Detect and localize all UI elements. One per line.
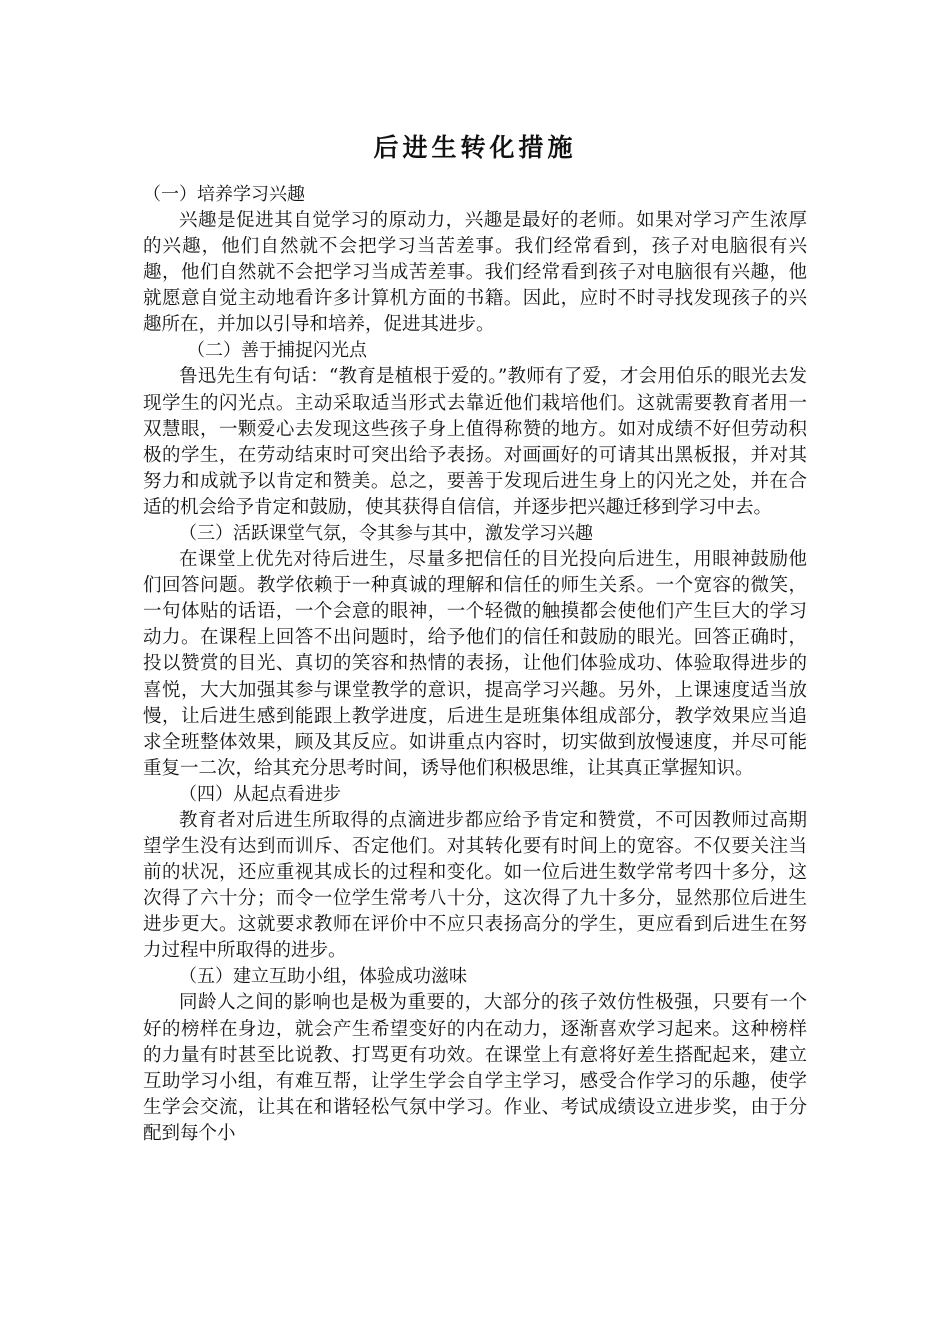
section-paragraph: 同龄人之间的影响也是极为重要的，大部分的孩子效仿性极强，只要有一个好的榜样在身边，就会产生希望变好的内在动力，逐渐喜欢学习起来。这种榜样的力量有时甚至比说教、打骂更有功效。在课堂上有意将好差生搭配起来，建立互助学习小组，有难互帮，让学生学会自学主学习，感受合作学习的乐趣，使学生学会交流，让其在和谐轻松气氛中学习。作业、考试成绩设立进步奖，由于分配到每个小 xyxy=(143,992,807,1144)
section-3 xyxy=(143,521,807,782)
section-paragraph: 在课堂上优先对待后进生，尽量多把信任的目光投向后进生，用眼神鼓励他们回答问题。教学依赖于一种真诚的理解和信任的师生关系。一个宽容的微笑，一句体贴的话语，一个会意的眼神，一个轻微的触摸都会使他们产生巨大的学习动力。在课程上回答不出问题时，给予他们的信任和鼓励的眼光。回答正确时，投以赞赏的目光、真切的笑容和热情的表扬，让他们体验成功、体验取得进步的喜悦，大大加强其参与课堂教学的意识，提高学习兴趣。另外，上课速度适当放慢，让后进生感到能跟上教学进度，后进生是班集体组成部分，教学效果应当追求全班整体效果，顾及其反应。如讲重点内容时，切实做到放慢速度，并尽可能重复一二次，给其充分思考时间，诱导他们积极思维，让其真正掌握知识。 xyxy=(143,549,807,779)
section-heading: （三）活跃课堂气氛，令其参与其中，激发学习兴趣 xyxy=(179,523,593,545)
document-page xyxy=(143,128,807,1147)
section-4 xyxy=(143,782,807,965)
section-1 xyxy=(143,182,807,338)
section-paragraph: 教育者对后进生所取得的点滴进步都应给予肯定和赞赏，不可因教师过高期望学生没有达到而训斥、否定他们。对其转化要有时间上的宽容。不仅要关注当前的状况，还应重视其成长的过程和变化。如一位后进生数学常考四十多分，这次得了六十分；而令一位学生常考八十分，这次得了九十多分，显然那位后进生进步更大。这就要求教师在评价中不应只表扬高分的学生，更应看到后进生在努力过程中所取得的进步。 xyxy=(143,809,807,962)
section-2 xyxy=(143,338,807,521)
section-heading: （四）从起点看进步 xyxy=(179,783,341,805)
section-paragraph: 鲁迅先生有句话：“教育是植根于爱的。”教师有了爱，才会用伯乐的眼光去发现学生的闪光点。主动采取适当形式去靠近他们栽培他们。这就需要教育者用一双慧眼，一颗爱心去发现这些孩子身上值得称赞的地方。如对成绩不好但劳动积极的学生，在劳动结束时可突出给予表扬。对画画好的可请其出黑板报，并对其努力和成就予以肯定和赞美。总之，要善于发现后进生身上的闪光之处，并在合适的机会给予肯定和鼓励，使其获得自信信，并逐步把兴趣迁移到学习中去。 xyxy=(143,366,807,518)
section-heading: （一）培养学习兴趣 xyxy=(143,184,305,205)
section-heading: （二）善于捕捉闪光点 xyxy=(187,340,367,362)
section-5 xyxy=(143,964,807,1147)
section-heading: （五）建立互助小组，体验成功滋味 xyxy=(179,966,467,988)
document-title: 后进生转化措施 xyxy=(373,133,577,162)
section-paragraph: 兴趣是促进其自觉学习的原动力，兴趣是最好的老师。如果对学习产生浓厚的兴趣，他们自然就不会把学习当苦差事。我们经常看到，孩子对电脑很有兴趣，他们自然就不会把学习当成苦差事。我们经常看到孩子对电脑很有兴趣，他就愿意自觉主动地看许多计算机方面的书籍。因此，应时不时寻找发现孩子的兴趣所在，并加以引导和培养，促进其进步。 xyxy=(143,210,807,336)
